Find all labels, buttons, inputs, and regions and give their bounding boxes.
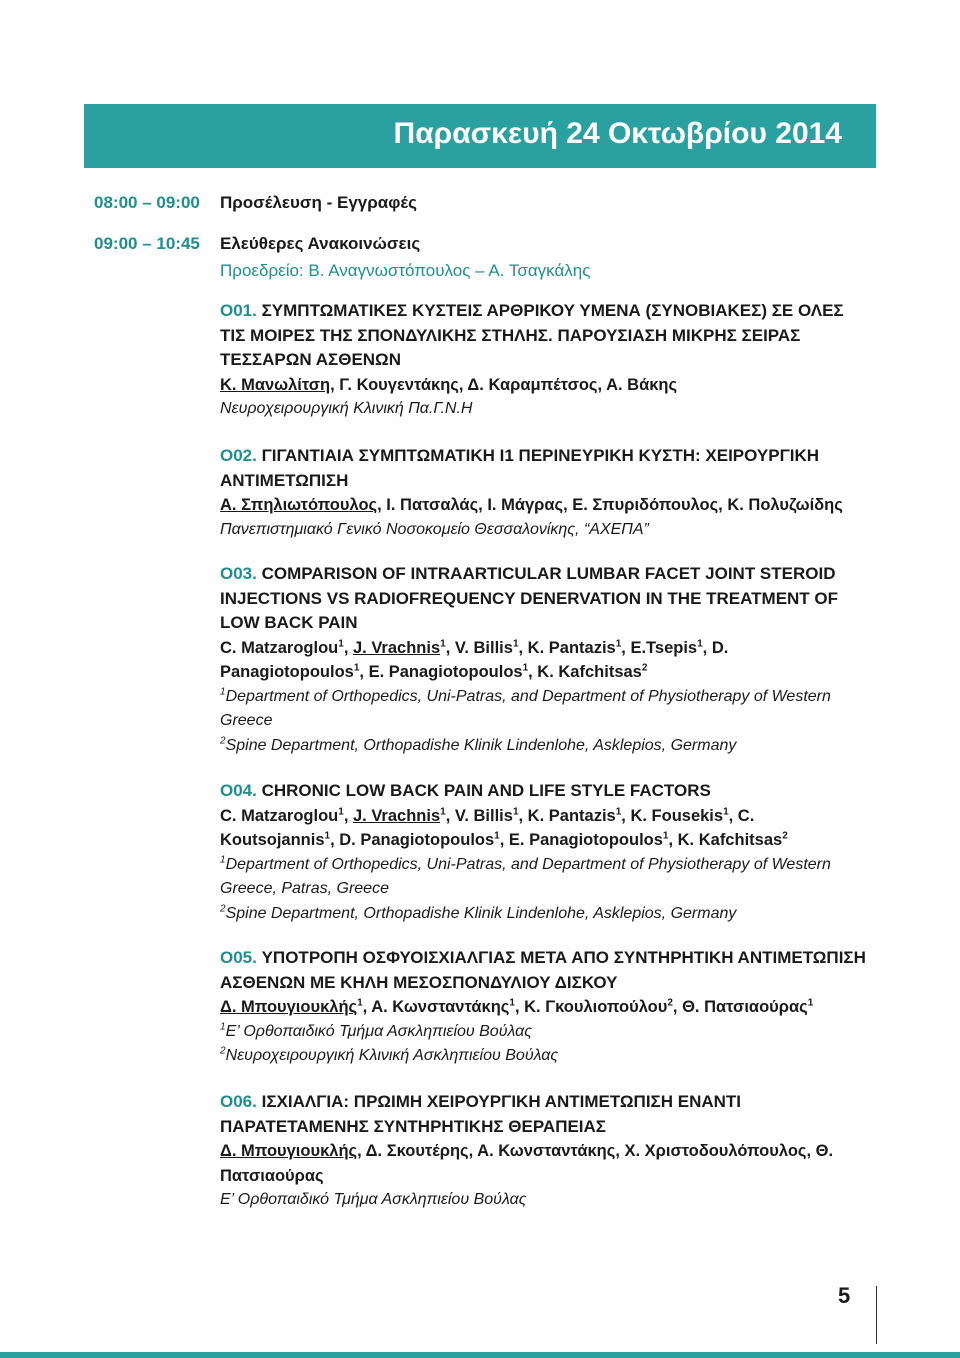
abstract-authors: C. Matzaroglou$^1$, J. Vrachnis$^1$, V. Billis$^1$, K. Pantazis$^1$, K. Fousekis$^1$, C. Koutsojannis$^1$, D. Panagiotopoulos$^1$, E. Panagiotopoulos$^1$, K. Kafchitsas$^2$ (220, 806, 788, 849)
abstract-o01 (220, 299, 870, 422)
abstract-o05 (220, 946, 870, 1069)
abstract-affiliation: $^2$Spine Department, Orthopadishe Klinik Lindenlohe, Asklepios, Germany (220, 903, 737, 922)
abstract-affiliation: $^1$Department of Orthopedics, Uni-Patras, and Department of Physiotherapy of Western Greece (220, 686, 831, 729)
abstract-authors: Δ. Μπουγιουκλής, Δ. Σκουτέρης, Α. Κωνσταντάκης, Χ. Χριστοδουλόπουλος, Θ. Πατσιαούρας (220, 1142, 834, 1185)
page-number-divider (876, 1286, 877, 1344)
abstract-title: O01. ΣΥΜΠΤΩΜΑΤΙΚΕΣ ΚΥΣΤΕΙΣ ΑΡΘΡΙΚΟΥ ΥΜΕΝΑ (ΣΥΝΟΒΙΑΚΕΣ) ΣΕ ΟΛΕΣ ΤΙΣ ΜΟΙΡΕΣ ΤΗΣ ΣΠΟΝΔΥΛΙΚΗΣ ΣΤΗΛΗΣ. ΠΑΡΟΥΣΙΑΣΗ ΜΙΚΡΗΣ ΣΕΙΡΑΣ ΤΕΣΣΑΡΩΝ ΑΣΘΕΝΩΝ (220, 301, 844, 369)
abstract-affiliation: $^2$Spine Department, Orthopadishe Klinik Lindenlohe, Asklepios, Germany (220, 735, 737, 754)
abstract-authors: C. Matzaroglou$^1$, J. Vrachnis$^1$, V. Billis$^1$, K. Pantazis$^1$, E.Tsepis$^1$, D. Panagiotopoulos$^1$, E. Panagiotopoulos$^1$, K. Kafchitsas$^2$ (220, 638, 729, 681)
abstract-title: O02. ΓΙΓΑΝΤΙΑΙΑ ΣΥΜΠΤΩΜΑΤΙΚΗ Ι1 ΠΕΡΙΝΕΥΡΙΚΗ ΚΥΣΤΗ: ΧΕΙΡΟΥΡΓΙΚΗ ΑΝΤΙΜΕΤΩΠΙΣΗ (220, 446, 820, 490)
bottom-band (0, 1352, 960, 1358)
abstract-code: O01. (220, 301, 257, 320)
abstract-title: O03. COMPARISON OF INTRAARTICULAR LUMBAR FACET JOINT STEROID INJECTIONS VS RADIOFREQUENCY DENERVATION IN THE TREATMENT OF LOW BACK PAIN (220, 564, 839, 632)
abstract-affiliation: $^1$Ε’ Ορθοπαιδικό Τμήμα Ασκληπιείου Βούλας (220, 1021, 533, 1040)
session-label: Ελεύθερες Ανακοινώσεις (220, 234, 421, 253)
abstract-authors: Δ. Μπουγιουκλής$^1$, Α. Κωνσταντάκης$^1$, Κ. Γκουλιοπούλου$^2$, Θ. Πατσιαούρας$^1$ (220, 997, 814, 1016)
presenter: Α. Σπηλιωτόπουλος (220, 496, 378, 514)
abstract-code: O02. (220, 446, 257, 465)
abstract-authors: Α. Σπηλιωτόπουλος, Ι. Πατσαλάς, Ι. Μάγρας, Ε. Σπυριδόπουλος, Κ. Πολυζωίδης (220, 496, 843, 514)
abstract-code: O06. (220, 1092, 257, 1111)
abstract-affiliation: $^2$Νευροχειρουργική Κλινική Ασκληπιείου Βούλας (220, 1045, 559, 1064)
abstract-affiliation: Ε’ Ορθοπαιδικό Τμήμα Ασκληπιείου Βούλας (220, 1191, 527, 1208)
header-band (84, 104, 876, 168)
session-time: 09:00 – 10:45 (94, 234, 200, 253)
session-chair: Προεδρείο: Β. Αναγνωστόπουλος – Α. Τσαγκάλης (220, 261, 591, 280)
abstract-o04 (220, 779, 870, 926)
abstract-affiliation: Πανεπιστημιακό Γενικό Νοσοκομείο Θεσσαλονίκης, “ΑΧΕΠΑ” (220, 520, 649, 538)
presenter: Δ. Μπουγιουκλής (220, 998, 358, 1016)
abstract-title: O04. CHRONIC LOW BACK PAIN AND LIFE STYLE FACTORS (220, 781, 711, 800)
session-registration (94, 191, 417, 215)
abstract-code: O05. (220, 948, 257, 967)
session-label: Προσέλευση - Εγγραφές (220, 193, 417, 212)
abstract-o06 (220, 1090, 870, 1213)
presenter: J. Vrachnis (352, 806, 441, 825)
session-free-papers (94, 232, 420, 256)
abstract-o02 (220, 444, 870, 542)
abstract-title: O05. ΥΠΟΤΡΟΠΗ ΟΣΦΥΟΙΣΧΙΑΛΓΙΑΣ ΜΕΤΑ ΑΠΟ ΣΥΝΤΗΡΗΤΙΚΗ ΑΝΤΙΜΕΤΩΠΙΣΗ ΑΣΘΕΝΩΝ ΜΕ ΚΗΛΗ ΜΕΣΟΣΠΟΝΔΥΛΙΟΥ ΔΙΣΚΟΥ (220, 948, 866, 992)
abstract-authors: Κ. Μανωλίτση, Γ. Κουγεντάκης, Δ. Καραμπέτσος, Α. Βάκης (220, 375, 678, 394)
presenter: J. Vrachnis (352, 638, 441, 657)
page-title: Παρασκευή 24 Οκτωβρίου 2014 (393, 117, 842, 150)
abstract-affiliation: Νευροχειρουργική Κλινική Πα.Γ.Ν.Η (220, 400, 473, 417)
abstract-o03 (220, 562, 870, 758)
abstract-code: O04. (220, 781, 257, 800)
abstract-affiliation: $^1$Department of Orthopedics, Uni-Patras, and Department of Physiotherapy of Western Greece, Patras, Greece (220, 854, 831, 897)
abstract-title: O06. ΙΣΧΙΑΛΓΙΑ: ΠΡΩΙΜΗ ΧΕΙΡΟΥΡΓΙΚΗ ΑΝΤΙΜΕΤΩΠΙΣΗ ΕΝΑΝΤΙ ΠΑΡΑΤΕΤΑΜΕΝΗΣ ΣΥΝΤΗΡΗΤΙΚΗΣ ΘΕΡΑΠΕΙΑΣ (220, 1092, 742, 1136)
session-time: 08:00 – 09:00 (94, 193, 200, 212)
presenter: Κ. Μανωλίτση (220, 375, 331, 394)
abstract-code: O03. (220, 564, 257, 583)
presenter: Δ. Μπουγιουκλής (220, 1142, 358, 1160)
page-number: 5 (838, 1283, 851, 1308)
